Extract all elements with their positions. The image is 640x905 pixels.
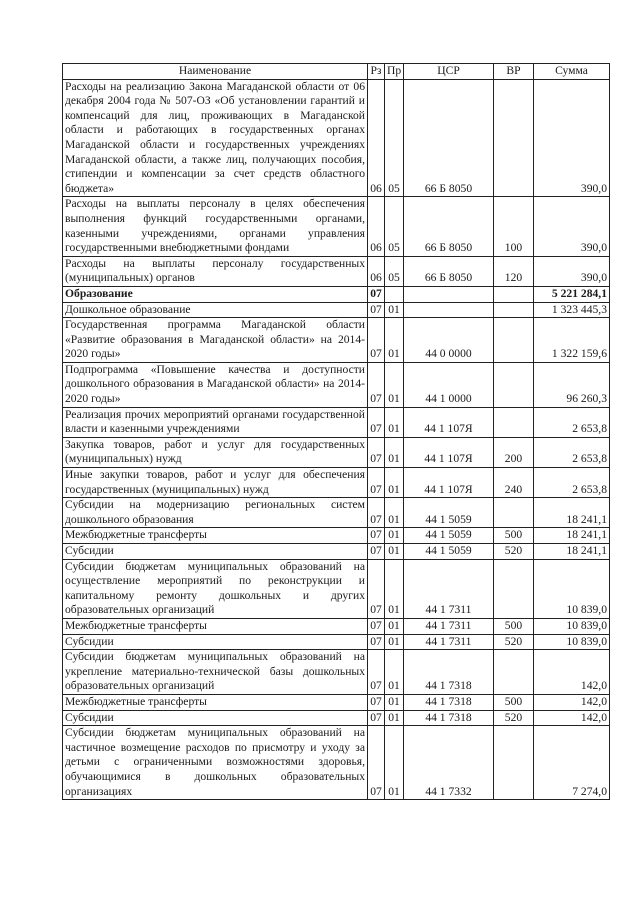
table-row: [63, 437, 610, 467]
row-rz: 07: [368, 710, 385, 726]
row-vr: 200: [494, 437, 534, 467]
row-name: Субсидии бюджетам муниципальных образований на частичное возмещение расходов по присмотру и уходу за детьми с ограниченными возможностями здоровья, обучающимися в дошкольных образовательных организациях: [63, 726, 368, 800]
row-rz: 07: [368, 302, 385, 318]
row-name: Реализация прочих мероприятий органами государственной власти и казенными учреждениями: [63, 407, 368, 437]
row-pr: 01: [385, 437, 404, 467]
row-pr: 01: [385, 726, 404, 800]
row-sum: 1 322 159,6: [534, 318, 610, 363]
row-csr: 66 Б 8050: [404, 256, 494, 286]
row-name: Расходы на реализацию Закона Магаданской области от 06 декабря 2004 года № 507-ОЗ «Об установлении гарантий и компенсаций для лиц, проживающих в Магаданской области и работающих в государственных органах Магаданской области и государственных учреждениях Магаданской области, а также лиц, получающих пособия, стипендии и компенсации за счет средств областного бюджета»: [63, 79, 368, 197]
row-rz: 07: [368, 318, 385, 363]
row-name: Государственная программа Магаданской области «Развитие образования в Магаданской области» на 2014-2020 годы»: [63, 318, 368, 363]
row-vr: 520: [494, 544, 534, 560]
row-pr: [385, 286, 404, 302]
row-sum: 96 260,3: [534, 362, 610, 407]
col-header-sum: Сумма: [534, 64, 610, 80]
row-vr: [494, 498, 534, 528]
table-row: [63, 634, 610, 650]
row-csr: 44 1 5059: [404, 498, 494, 528]
row-pr: 05: [385, 79, 404, 197]
row-rz: 07: [368, 498, 385, 528]
row-name: Межбюджетные трансферты: [63, 618, 368, 634]
table-row: [63, 726, 610, 800]
row-csr: 44 1 5059: [404, 544, 494, 560]
row-sum: 10 839,0: [534, 634, 610, 650]
row-vr: 520: [494, 710, 534, 726]
row-csr: 44 1 107Я: [404, 407, 494, 437]
row-vr: [494, 559, 534, 618]
row-csr: 44 1 7318: [404, 694, 494, 710]
row-csr: 44 1 107Я: [404, 468, 494, 498]
row-sum: 18 241,1: [534, 544, 610, 560]
row-csr: 44 0 0000: [404, 318, 494, 363]
row-sum: 2 653,8: [534, 468, 610, 498]
table-row: [63, 362, 610, 407]
row-pr: 01: [385, 362, 404, 407]
row-pr: 01: [385, 407, 404, 437]
table-row: [63, 618, 610, 634]
row-name: Подпрограмма «Повышение качества и доступности дошкольного образования в Магаданской области» на 2014-2020 годы»: [63, 362, 368, 407]
row-csr: 44 1 7318: [404, 710, 494, 726]
col-header-rz: Рз: [368, 64, 385, 80]
row-rz: 07: [368, 528, 385, 544]
row-rz: 07: [368, 634, 385, 650]
table-row: [63, 407, 610, 437]
row-csr: 44 1 7311: [404, 634, 494, 650]
table-row: [63, 302, 610, 318]
row-csr: 44 1 0000: [404, 362, 494, 407]
row-name: Субсидии: [63, 634, 368, 650]
table-row: [63, 559, 610, 618]
col-header-pr: Пр: [385, 64, 404, 80]
row-pr: 01: [385, 618, 404, 634]
row-name: Иные закупки товаров, работ и услуг для обеспечения государственных (муниципальных) нужд: [63, 468, 368, 498]
row-sum: 390,0: [534, 79, 610, 197]
row-sum: 142,0: [534, 694, 610, 710]
table-row: [63, 197, 610, 256]
row-csr: 44 1 7332: [404, 726, 494, 800]
row-name: Субсидии бюджетам муниципальных образований на укрепление материально-технической базы дошкольных образовательных организаций: [63, 650, 368, 695]
table-row: [63, 468, 610, 498]
row-sum: 2 653,8: [534, 437, 610, 467]
row-pr: 01: [385, 498, 404, 528]
table-row: [63, 650, 610, 695]
row-vr: 500: [494, 528, 534, 544]
row-rz: 07: [368, 726, 385, 800]
row-rz: 06: [368, 79, 385, 197]
row-sum: 5 221 284,1: [534, 286, 610, 302]
row-sum: 142,0: [534, 710, 610, 726]
row-sum: 18 241,1: [534, 528, 610, 544]
row-pr: 01: [385, 634, 404, 650]
row-sum: 390,0: [534, 197, 610, 256]
row-rz: 07: [368, 286, 385, 302]
row-name: Субсидии: [63, 544, 368, 560]
row-vr: 120: [494, 256, 534, 286]
row-rz: 07: [368, 407, 385, 437]
row-rz: 07: [368, 437, 385, 467]
row-pr: 01: [385, 694, 404, 710]
row-pr: 01: [385, 559, 404, 618]
row-name: Расходы на выплаты персоналу государственных (муниципальных) органов: [63, 256, 368, 286]
row-rz: 07: [368, 694, 385, 710]
row-vr: [494, 362, 534, 407]
row-rz: 07: [368, 618, 385, 634]
row-sum: 2 653,8: [534, 407, 610, 437]
budget-table: [62, 63, 610, 800]
table-row: [63, 544, 610, 560]
row-pr: 01: [385, 528, 404, 544]
row-name: Межбюджетные трансферты: [63, 694, 368, 710]
row-name: Закупка товаров, работ и услуг для государственных (муниципальных) нужд: [63, 437, 368, 467]
row-vr: [494, 318, 534, 363]
row-sum: 18 241,1: [534, 498, 610, 528]
table-row: [63, 256, 610, 286]
row-pr: 01: [385, 468, 404, 498]
row-rz: 07: [368, 650, 385, 695]
row-pr: 01: [385, 318, 404, 363]
row-rz: 07: [368, 544, 385, 560]
table-row: [63, 694, 610, 710]
row-sum: 10 839,0: [534, 618, 610, 634]
row-vr: 100: [494, 197, 534, 256]
table-row-section: [63, 286, 610, 302]
row-csr: 66 Б 8050: [404, 79, 494, 197]
row-pr: 01: [385, 544, 404, 560]
row-rz: 06: [368, 197, 385, 256]
row-name: Образование: [63, 286, 368, 302]
row-pr: 01: [385, 650, 404, 695]
col-header-name: Наименование: [63, 64, 368, 80]
row-vr: [494, 286, 534, 302]
row-pr: 01: [385, 302, 404, 318]
table-row: [63, 318, 610, 363]
row-name: Расходы на выплаты персоналу в целях обеспечения выполнения функций государственными органами, казенными учреждениями, органами управления государственными внебюджетными фондами: [63, 197, 368, 256]
row-name: Субсидии бюджетам муниципальных образований на осуществление мероприятий по реконструкции и капитальному ремонту дошкольных и других образовательных организаций: [63, 559, 368, 618]
row-sum: 7 274,0: [534, 726, 610, 800]
row-sum: 390,0: [534, 256, 610, 286]
row-rz: 07: [368, 362, 385, 407]
row-pr: 01: [385, 710, 404, 726]
row-vr: 500: [494, 618, 534, 634]
row-pr: 05: [385, 256, 404, 286]
col-header-vr: ВР: [494, 64, 534, 80]
row-sum: 142,0: [534, 650, 610, 695]
row-rz: 07: [368, 468, 385, 498]
row-csr: [404, 286, 494, 302]
row-vr: [494, 79, 534, 197]
row-name: Дошкольное образование: [63, 302, 368, 318]
header-row: [63, 64, 610, 80]
row-name: Субсидии на модернизацию региональных систем дошкольного образования: [63, 498, 368, 528]
row-vr: [494, 650, 534, 695]
row-name: Межбюджетные трансферты: [63, 528, 368, 544]
row-csr: 66 Б 8050: [404, 197, 494, 256]
row-vr: 240: [494, 468, 534, 498]
col-header-csr: ЦСР: [404, 64, 494, 80]
row-sum: 1 323 445,3: [534, 302, 610, 318]
table-row: [63, 528, 610, 544]
row-rz: 07: [368, 559, 385, 618]
table-row: [63, 79, 610, 197]
row-csr: 44 1 7311: [404, 618, 494, 634]
table-row: [63, 498, 610, 528]
row-csr: 44 1 7318: [404, 650, 494, 695]
row-name: Субсидии: [63, 710, 368, 726]
row-sum: 10 839,0: [534, 559, 610, 618]
row-vr: 500: [494, 694, 534, 710]
row-vr: [494, 407, 534, 437]
row-csr: 44 1 5059: [404, 528, 494, 544]
row-vr: [494, 726, 534, 800]
row-vr: 520: [494, 634, 534, 650]
row-vr: [494, 302, 534, 318]
row-csr: 44 1 107Я: [404, 437, 494, 467]
row-csr: [404, 302, 494, 318]
row-pr: 05: [385, 197, 404, 256]
row-csr: 44 1 7311: [404, 559, 494, 618]
row-rz: 06: [368, 256, 385, 286]
table-row: [63, 710, 610, 726]
